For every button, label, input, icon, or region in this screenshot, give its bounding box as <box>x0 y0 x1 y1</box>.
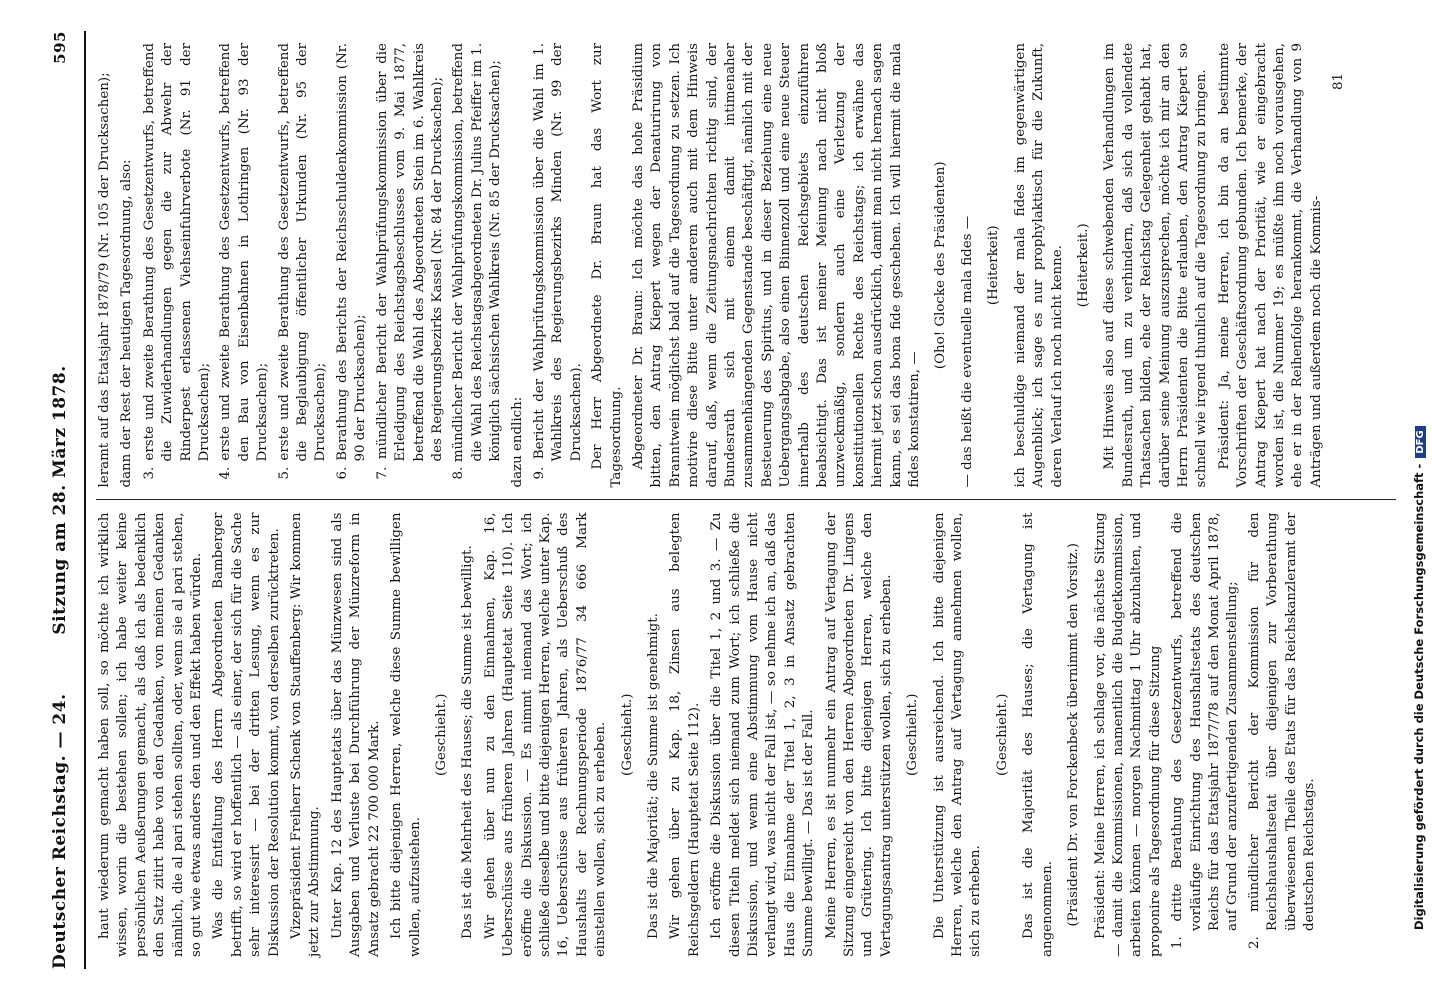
paragraph: Ich bitte diejenigen Herren, welche diese Summe bewilligen wollen, aufzustehen. <box>389 512 423 957</box>
paragraph: Die Unterstützung ist ausreichend. Ich bitte diejenigen Herren, welche den Antrag auf Vertagung annehmen wollen, sich zu erheben. <box>931 512 984 957</box>
paragraph: ich beschuldige niemand der mala fides im gegenwärtigen Augenblick; ich sage es nur prophylaktisch für die Zukunft, deren Verlauf ich noch nicht kenne. <box>1012 43 1065 488</box>
paragraph: Ich eröffne die Diskussion über die Titel 1, 2 und 3. — Zu diesen Titeln meldet sich niemand zum Wort; ich schließe die Diskussion, und wenn eine Abstimmung vom Hause nicht verlangt wird, was nicht der Fall ist, — so nehme ich an, daß das Haus die Einnahme der Titel 1, 2, 3 in Ansatz gebrachten Summe bewilligt. — Das ist der Fall. <box>709 512 817 957</box>
stage-direction: (Präsident Dr. von Forckenbeck übernimmt den Vorsitz.) <box>1066 542 1082 927</box>
header-title: Sitzung am 28. März 1878. <box>50 365 70 635</box>
paragraph: dann der Rest der heutigen Tagesordnung, also: <box>119 159 135 488</box>
paragraph: Abgeordneter Dr. Braun: Ich möchte das hohe Präsidium bitten, den Antrag Kiepert wegen der Denaturirung von Branntwein möglichst bald auf die Tagesordnung zu setzen. Ich motivire diese Bitte unter anderem auch mit dem Hinweis darauf, daß, wenn die Zeitungsnachrichten richtig sind, der Bundesrath sich mit einem damit intimenaher zusammenhängenden Gegenstande beschäftigt, nämlich mit der Besteuerung des Spiritus, und in dieser Beziehung eine neue Uebergangsabgabe, also einen Binnenzoll und eine neue Steuer innerhalb des deutschen Reichsgebiets einzuführen beabsichtigt. Das ist meiner Meinung nach nicht bloß unzweckmäßig, sondern auch eine Verletzung der konstitutionellen Rechte des Reichstags; ich erwähne das hiermit jetzt schon ausdrücklich, damit man nicht hernach sagen kann, es sei das bona fide geschehen. Ich will hiermit die mala fides konstatiren, — <box>630 43 923 488</box>
agenda-item: 2. mündlicher Bericht der Kommission für den Reichshaushaltsetat über diejenigen zur Vorberathung überwiesenen Theile des Etats für das Reichskanzleramt der deutschen Reichstags. <box>1246 512 1317 949</box>
paragraph: Vizepräsident Freiherr Schenk von Stauffenberg: Wir kommen jetzt zur Abstimmung. <box>289 512 323 957</box>
agenda-item: 3. erste und zweite Berathung des Gesetzentwurfs, betreffend die Zuwiderhandlungen gegen die zur Abwehr der Rinderpest erlassenen Viehseinfuhrverbote (Nr. 91 der Drucksachen); <box>141 43 213 480</box>
stage-direction: (Geschieht.) <box>905 693 921 777</box>
stage-direction: (Geschieht.) <box>619 693 635 777</box>
left-column <box>96 500 1396 970</box>
text-columns <box>96 31 1396 969</box>
stage-direction: (Oho! Glocke des Präsidenten) <box>933 161 949 370</box>
agenda-item: 9. Bericht der Wahlprüfungskommission über die Wahl im 1. Wahlkreis des Regierungsbezirks Minden (Nr. 99 der Drucksachen). <box>531 43 584 480</box>
paragraph: — das heißt die eventuelle mala fides — <box>959 215 975 488</box>
header-left: Deutscher Reichstag. — 24. <box>50 693 70 969</box>
digitization-note <box>1412 426 1426 930</box>
agenda-item: 6. Berathung des Berichts der Reichsschuldenkommission (Nr. 90 der Drucksachen); <box>334 43 369 480</box>
stage-direction: (Geschieht.) <box>994 693 1010 777</box>
paragraph: Präsident: Ja, meine Herren, ich bin da an bestimmte Vorschriften der Geschäftsordnung gebunden. Ich bemerke, der Antrag Kiepert hat nach der Priorität, wie er eingebracht worden ist, die Nummer 19; es müßte ihm noch vorausgehen, ehe er in der Reihenfolge herankommt, die Verhandlung von 9 Anträgen und außerdem noch die Kommis- <box>1216 43 1324 488</box>
paragraph: dazu endlich: <box>509 396 525 488</box>
paragraph: Mit Hinweis also auf diese schwebenden Verhandlungen im Bundesrath, und um zu verhindern, daß sich da vollendete Thatsachen bilden, ehe der Reichstag Gelegenheit gehabt hat, darüber seine Meinung auszusprechen, möchte ich mir an den Herrn Präsidenten die Bitte erlauben, den Antrag Kiepert so schnell wie irgend thunlich auf die Tagesordnung zu bringen. <box>1102 43 1210 488</box>
paragraph: Das ist die Majorität des Hauses; die Vertagung ist angenommen. <box>1021 512 1055 957</box>
paragraph: haut wiederum gemacht haben soll, so möchte ich wirklich wissen, worin die bestehen sollen; ich habe weiter keine persönlichen Aeußerungen gemacht, als daß ich als bedenklich den Satz zitirt habe von den Gedanken, von meinen Gedanken nämlich, die al pari stehen sollten, oder, wenn sie al pari stehen, so gut wie etwas anders den und den Effekt haben würden. <box>97 512 205 957</box>
agenda-item: 8. mündlicher Bericht der Wahlprüfungskommission, betreffend die Wahl des Reichstagsabgeordneten Dr. Julius Pfeiffer im 1. königlich sächsischen Wahlkreis (Nr. 85 der Drucksachen); <box>451 43 504 480</box>
dfg-logo: DFG <box>1415 426 1426 457</box>
signature-mark: 81 <box>1331 73 1347 91</box>
stage-direction: (Geschieht.) <box>433 693 449 777</box>
digitization-text: Digitalisierung gefördert durch die Deutsche Forschungsgemeinschaft - <box>1412 463 1426 930</box>
agenda-item: 4. erste und zweite Berathung des Gesetzentwurfs, betreffend den Bau von Eisenbahnen in Lothringen (Nr. 93 der Drucksachen); <box>218 43 271 480</box>
agenda-item: 1. dritte Berathung des Gesetzentwurfs, betreffend die vorläufige Einrichtung des Haushaltsetats des deutschen Reichs für das Etatsjahr 1877/78 auf den Monat April 1878, auf Grund der anzufertigenden Zusammenstellung; <box>1170 512 1241 949</box>
paragraph: Das ist die Mehrheit des Hauses; die Summe ist bewilligt. <box>460 545 476 939</box>
stage-direction: (Heiterkeit) <box>986 225 1002 306</box>
paragraph: Was die Entfaltung des Herrn Abgeordneten Bamberger betrifft, so wird er hoffentlich — als einer, der sich für die Sache sehr interessirt — bei der dritten Lesung, wenn es zur Diskussion der Resolution kommt, von derselben zurücktreten. <box>211 512 282 957</box>
paragraph: Meine Herren, es ist nunmehr ein Antrag auf Vertagung der Sitzung eingereicht von den Herren Abgeordneten Dr. Lingens und Grütering. Ich bitte diejenigen Herren, welche den Vertagungsantrag unterstützen wollen, sich zu erheben. <box>823 512 894 957</box>
paragraph: Unter Kap. 12 des Hauptetats über das Münzwesen sind als Ausgaben und Verluste bei Durchführung der Münzreform in Ansatz gebracht 22 700 000 Mark. <box>329 512 382 957</box>
agenda-item: 7. mündlicher Bericht der Wahlprüfungskommission über die Erledigung des Reichstagsbeschlusses vom 9. Mai 1877, betreffend die Wahl des Abgeordneten Stein im 6. Wahlkreis des Regierungsbezirks Kassel (Nr. 84 der Drucksachen); <box>374 43 445 480</box>
rotated-page-content <box>50 25 1400 975</box>
stage-direction: (Heiterkeit.) <box>1075 223 1091 308</box>
paragraph: leramt auf das Etatsjahr 1878/79 (Nr. 105 der Drucksachen); <box>97 72 112 488</box>
agenda-item: 5. erste und zweite Berathung des Gesetzentwurfs, betreffend die Beglaubigung öffentlicher Urkunden (Nr. 95 der Drucksachen); <box>276 43 329 480</box>
paragraph: Präsident: Meine Herren, ich schlage vor, die nächste Sitzung — damit die Kommissionen, namentlich die Budgetkommission, arbeiten können — morgen Nachmittag 1 Uhr abzuhalten, und proponire als Tagesordnung für diese Sitzung <box>1092 512 1163 957</box>
paragraph: Das ist die Majorität; die Summe ist genehmigt. <box>645 613 661 939</box>
page-header <box>50 31 86 969</box>
paragraph: Wir gehen über nun zu den Einnahmen, Kap. 16, Ueberschüsse aus früheren Jahren (Hauptetat Seite 110). Ich eröffne die Diskussion. — Es nimmt niemand das Wort; ich schließe dieselbe und bitte diejenigen Herren, welche unter Kap. 16, Ueberschüsse aus früheren Jahren, als Ueberschuß des Haushalts der Rechnungsperiode 1876/77 34 666 Mark einstellen wollen, sich zu erheben. <box>482 512 609 957</box>
paragraph: Wir gehen über zu Kap. 18, Zinsen aus belegten Reichsgeldern (Hauptetat Seite 112). <box>668 512 702 957</box>
right-column <box>96 31 1396 500</box>
page-number: 595 <box>51 31 69 64</box>
paragraph: Der Herr Abgeordnete Dr. Braun hat das Wort zur Tagesordnung. <box>590 43 624 488</box>
